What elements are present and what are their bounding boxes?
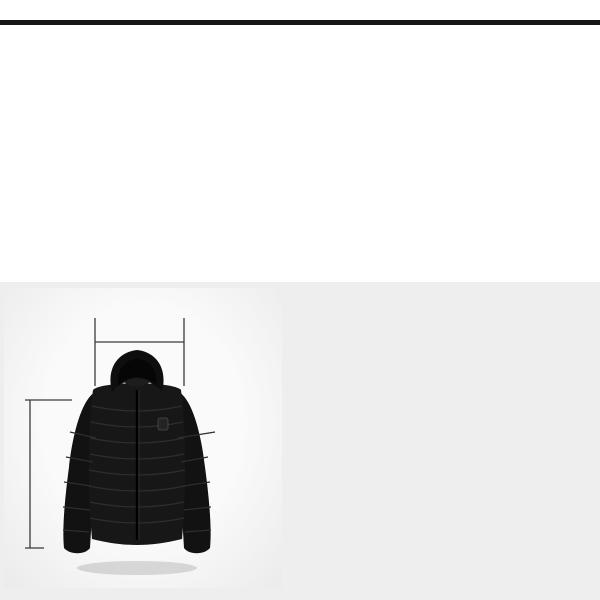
weight-height-size-table xyxy=(0,20,600,25)
jacket-image xyxy=(0,282,285,600)
jacket-shadow xyxy=(77,561,197,575)
bottom-section xyxy=(0,282,600,600)
jacket-chest-logo xyxy=(158,418,168,430)
